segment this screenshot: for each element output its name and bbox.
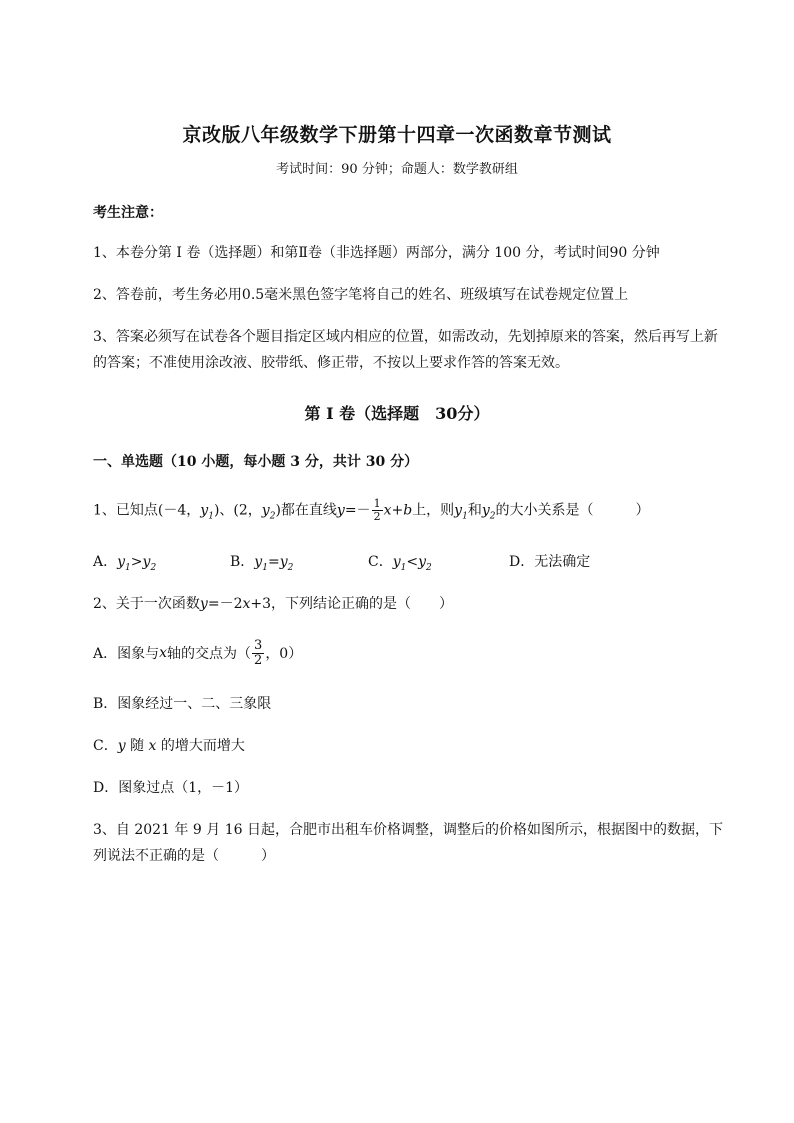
q2-option-c-y: y	[117, 738, 126, 754]
q1-eq-sign: =－	[344, 502, 371, 519]
q1-option-c-y2: y	[418, 554, 427, 570]
q1-option-a-y1: y	[117, 554, 126, 570]
q1-text-post2: 的大小关系是（ ）	[495, 502, 650, 519]
q2-option-c-pre: C．	[93, 738, 118, 754]
q2-option-a-post: ，0）	[265, 646, 303, 662]
q2-text-post: +3，下列结论正确的是（ ）	[250, 596, 454, 612]
q1-option-b-sub1: 1	[262, 562, 268, 573]
q1-option-a-y2: y	[142, 554, 151, 570]
q1-text-post1: 上，则	[412, 502, 455, 519]
question-2	[93, 593, 453, 613]
exam-subtitle: 考试时间：90 分钟；命题人：数学教研组	[276, 162, 518, 177]
q2-option-a[interactable]	[93, 636, 302, 670]
notice-item-3-line-1: 3、答案必须写在试卷各个题目指定区域内相应的位置，如需改动，先划掉原来的答案，然后再写上新	[93, 329, 718, 345]
q2-option-c-x: x	[148, 738, 157, 754]
q1-fraction	[372, 498, 383, 523]
q1-option-c[interactable]	[368, 551, 432, 573]
q2-y: y	[199, 596, 208, 612]
section-heading: 一、单选题（10 小题，每小题 3 分，共计 30 分）	[93, 454, 419, 470]
q2-option-a-num: 3	[254, 637, 263, 653]
q2-text-pre: 2、关于一次函数	[93, 596, 200, 612]
notice-item-2: 2、答卷前，考生务必用0.5毫米黑色签字笔将自己的姓名、班级填写在试卷规定位置上	[93, 287, 629, 303]
question-1	[93, 498, 649, 523]
q2-option-c[interactable]	[93, 735, 245, 755]
q1-y2-sub: 2	[269, 511, 276, 522]
q1-eq-b: b	[403, 502, 413, 519]
q1-eq-plus: +	[391, 502, 404, 519]
q1-option-b[interactable]	[230, 551, 293, 573]
q1-text-mid1: )、(2，	[213, 502, 262, 519]
q1-post-y2-sub: 2	[489, 511, 496, 522]
q1-y1-sub: 1	[208, 511, 214, 522]
q1-text-mid2: )都在直线	[275, 502, 337, 519]
q1-option-b-relation: =	[267, 554, 280, 570]
q1-option-c-label: C．	[368, 554, 393, 570]
q1-option-b-sub2: 2	[287, 562, 294, 573]
q1-post-y1: y	[454, 502, 463, 519]
q1-option-c-y1: y	[392, 554, 401, 570]
q1-eq-x: x	[383, 502, 392, 519]
q1-frac-num: 1	[373, 497, 381, 510]
q1-option-c-sub1: 1	[400, 562, 407, 573]
q1-frac-den: 2	[373, 510, 381, 523]
q2-option-a-den: 2	[254, 652, 263, 668]
q2-option-a-x: x	[159, 645, 168, 661]
q2-option-a-mid: 轴的交点为（	[167, 646, 252, 662]
q1-post-y1-sub: 1	[462, 511, 468, 522]
q1-option-a-sub2: 2	[150, 562, 157, 573]
q1-option-d[interactable]: D．无法确定	[509, 554, 591, 570]
q1-post-y2: y	[481, 502, 490, 519]
part1-title: 第 I 卷（选择题 30分）	[304, 404, 490, 423]
q1-option-b-y2: y	[279, 554, 288, 570]
q2-x: x	[242, 596, 251, 612]
q2-eq: =－2	[207, 596, 243, 612]
question-3-line-1: 3、自 2021 年 9 月 16 日起，合肥市出租车价格调整，调整后的价格如图所示，根据图中的数据，下	[93, 822, 723, 838]
q1-option-c-relation: <	[406, 554, 419, 570]
q1-text-pre: 1、已知点(－4，	[93, 502, 201, 519]
q2-option-d[interactable]: D．图象过点（1，－1）	[93, 780, 249, 796]
notice-item-1: 1、本卷分第 I 卷（选择题）和第Ⅱ卷（非选择题）两部分，满分 100 分，考试时间90 分钟	[93, 245, 660, 261]
q1-option-a[interactable]	[93, 551, 156, 573]
question-3-line-2: 列说法不正确的是（ ）	[93, 848, 275, 864]
q2-option-c-post: 的增大而增大	[156, 738, 245, 754]
q1-option-a-sub1: 1	[125, 562, 131, 573]
notice-heading: 考生注意：	[93, 205, 163, 221]
q1-option-a-relation: >	[130, 554, 143, 570]
q2-option-a-pre: A．图象与	[93, 646, 160, 662]
q1-option-a-label: A．	[93, 554, 118, 570]
q2-option-a-fraction	[252, 639, 264, 668]
q2-option-c-mid: 随	[125, 738, 149, 754]
exam-title: 京改版八年级数学下册第十四章一次函数章节测试	[182, 124, 612, 146]
q1-option-b-label: B．	[230, 554, 255, 570]
q1-y1: y	[200, 502, 209, 519]
q1-post-and: 和	[467, 502, 482, 519]
q1-option-b-y1: y	[254, 554, 263, 570]
q2-option-b[interactable]: B．图象经过一、二、三象限	[93, 696, 272, 712]
notice-item-3-line-2: 的答案；不准使用涂改液、胶带纸、修正带，不按以上要求作答的答案无效。	[93, 355, 569, 371]
q1-y2: y	[261, 502, 270, 519]
q1-option-c-sub2: 2	[426, 562, 432, 573]
q1-eq-y: y	[336, 502, 345, 519]
